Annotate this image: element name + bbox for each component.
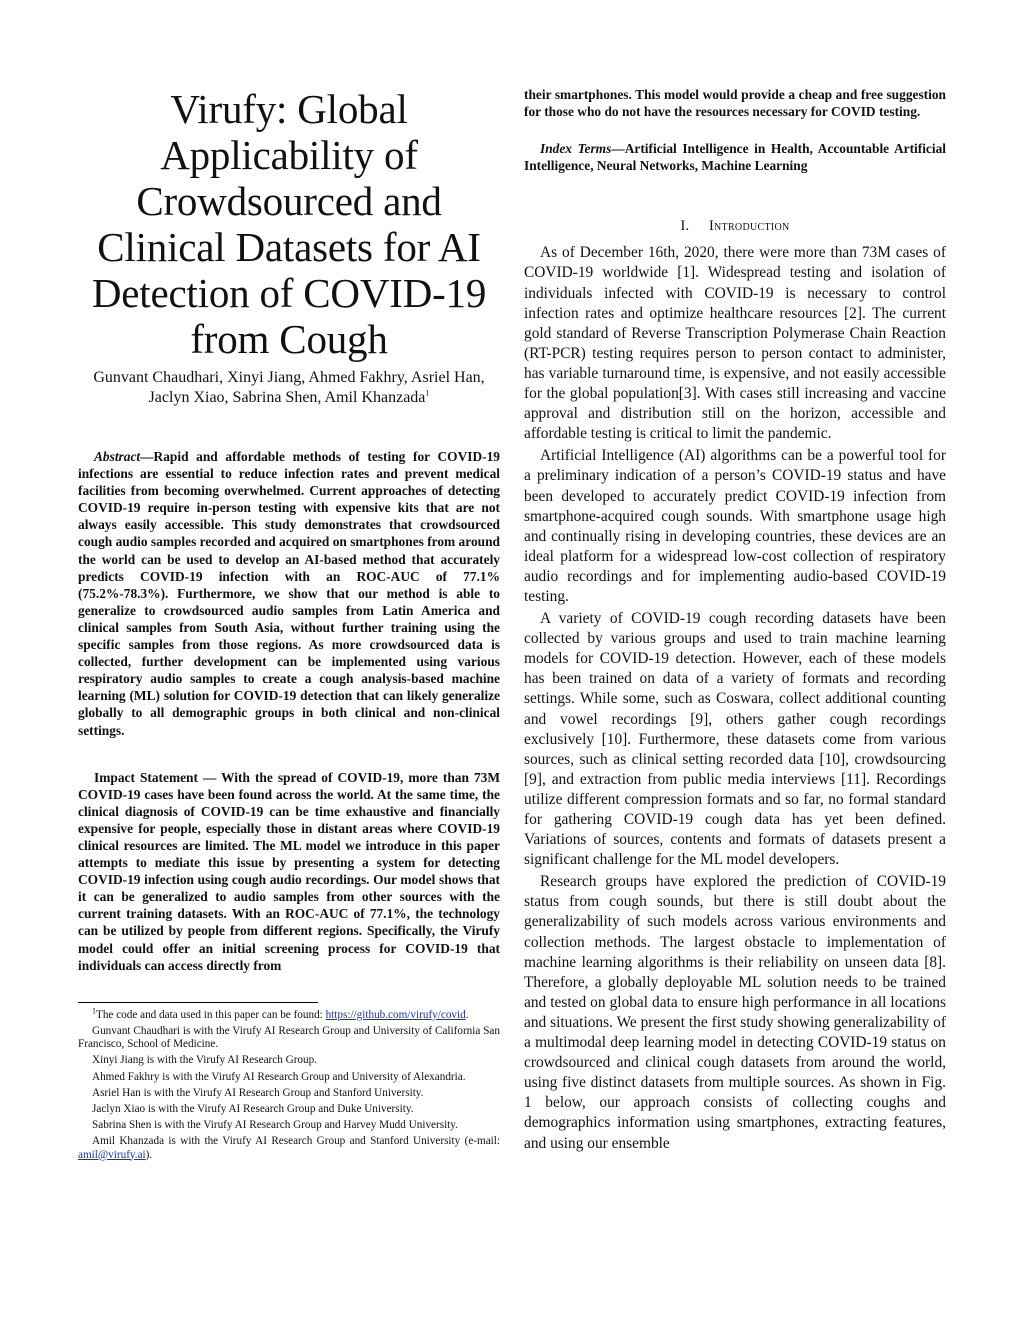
footnote-code-text: The code and data used in this paper can be found: — [96, 1008, 326, 1021]
affiliation-note: Jaclyn Xiao is with the Virufy AI Research Group and Duke University. — [92, 1102, 414, 1115]
section-title: Introduction — [708, 218, 790, 235]
author-footnote-mark: 1 — [425, 388, 430, 398]
index-terms-text: Artificial Intelligence in Health, Accountable Artificial Intelligence, Neural Networks, Machine Learning — [524, 141, 947, 174]
footnote-contact-end: ). — [145, 1148, 153, 1161]
abstract-label: Abstract — [94, 449, 141, 464]
abstract-dash: — — [140, 449, 154, 464]
index-terms-label: Index Terms — [540, 141, 612, 157]
left-column — [78, 86, 500, 1165]
paper-title: Virufy: Global Applicability of Crowdsourced and Clinical Datasets for AI Detection of COVID-19 from Cough — [91, 86, 487, 362]
index-terms — [524, 140, 946, 174]
author-names: Gunvant Chaudhari, Xinyi Jiang, Ahmed Fakhry, Asriel Han, Jaclyn Xiao, Sabrina Shen, Amil Khanzada — [93, 369, 485, 406]
abstract — [78, 448, 500, 739]
author-list — [78, 368, 500, 408]
footnote-divider — [78, 1002, 318, 1003]
affiliation-note: Ahmed Fakhry is with the Virufy AI Research Group and University of Alexandria. — [92, 1070, 466, 1083]
affiliation-note: Asriel Han is with the Virufy AI Research Group and Stanford University. — [92, 1086, 424, 1099]
body-paragraph: A variety of COVID-19 cough recording datasets have been collected by various groups and used to train machine learning models for COVID-19 detection. However, each of these models has been trained on data of a variety of formats and recording settings. While some, such as Coswara, collect additional counting and vowel recordings [9], others gather cough recordings exclusively [10]. Furthermore, these datasets come from various sources, such as clinical setting recorded data [10], crowdsourcing [9], and extraction from public media interviews [11]. Recordings utilize different compression formats and so far, no formal standard for gathering COVID-19 cough data has yet been defined. Variations of sources, contents and formats of datasets present a significant challenge for the ML model developers. — [524, 610, 946, 869]
code-link[interactable]: https://github.com/virufy/covid — [325, 1008, 466, 1021]
footnote-code-end: . — [465, 1008, 469, 1021]
footnote-contact-text: Amil Khanzada is with the Virufy AI Research Group and Stanford University (e-mail: — [92, 1135, 500, 1148]
body-paragraph: Research groups have explored the prediction of COVID-19 status from cough sounds, but there is still doubt about the generalizability of such models across various environments and collection methods. The largest obstacle to implementation of machine learning algorithms is their reliability on unseen data [8]. Therefore, a globally deployable ML solution needs to be trained and tested on global data to ensure high performance in all locations and situations. We present the first study showing generalizability of a multimodal deep learning model in detecting COVID-19 status on crowdsourced and clinical cough datasets from around the world, using five distinct datasets from multiple sources. As shown in Fig. 1 below, our approach consists of collecting coughs and demographics information using smartphones, extracting features, and using our ensemble — [524, 873, 946, 1152]
right-column — [524, 86, 946, 1156]
footnote-code-mark: 1 — [92, 1005, 96, 1015]
abstract-text: Rapid and affordable methods of testing for COVID-19 infections are essential to reduce infection rates and prevent medical facilities from becoming overwhelmed. Current approaches of detecting COVID-19 require in-person testing with expensive kits that are not always easily accessible. This study demonstrates that crowdsourced cough audio samples recorded and acquired on smartphones from around the world can be used to develop an AI-based method that accurately predicts COVID-19 infection with an ROC-AUC of 77.1% (75.2%-78.3%). Furthermore, we show that our method is able to generalize to crowdsourced audio samples from Latin America and clinical samples from South Asia, without further training using the specific samples from those regions. As more crowdsourced data is collected, further development can be implemented using various respiratory audio samples to create a cough analysis-based machine learning (ML) solution for COVID-19 detection that can likely generalize globally to all demographic groups in both clinical and non-clinical settings. — [78, 449, 500, 738]
footnote-code — [78, 1005, 500, 1022]
body-paragraph: As of December 16th, 2020, there were more than 73M cases of COVID-19 worldwide [1]. Widespread testing and isolation of individuals infected with COVID-19 is necessary to control infection rates and optimize healthcare resources [2]. The current gold standard of Reverse Transcription Polymerase Chain Reaction (RT-PCR) testing requires person to person contact to administer, has variable turnaround time, is expensive, and not easily accessible for the global population[3]. With cases still increasing and vaccine approval and distribution still on the horizon, accessible and affordable testing is critical to limit the pandemic. — [524, 244, 946, 443]
impact-statement-continued: their smartphones. This model would provide a cheap and free suggestion for those who do not have the resources necessary for COVID testing. — [524, 87, 946, 120]
affiliation-note: Sabrina Shen is with the Virufy AI Research Group and Harvey Mudd University. — [92, 1119, 458, 1132]
email-link[interactable]: amil@virufy.ai — [78, 1148, 146, 1161]
index-terms-dash: — — [611, 141, 625, 157]
section-heading — [524, 218, 946, 235]
body-paragraph: Artificial Intelligence (AI) algorithms can be a powerful tool for a preliminary indication of a person’s COVID-19 status and have been developed to accurately predict COVID-19 infection from smartphone-acquired cough sounds. With smartphone usage high and continually rising in developing countries, these devices are an ideal platform for a widespread low-cost collection of respiratory audio recordings and for implementing audio-based COVID-19 testing. — [524, 447, 946, 605]
impact-statement: Impact Statement — With the spread of COVID-19, more than 73M COVID-19 cases have been found across the world. At the same time, the clinical diagnosis of COVID-19 can be time exhaustive and financially expensive for people, especially those in distant areas where COVID-19 clinical resources are limited. The ML model we introduce in this paper attempts to mediate this issue by presenting a system for detecting COVID-19 infection using cough audio recordings. Our model shows that it can be generalized to audio samples from other sources with the current training datasets. With an ROC-AUC of 77.1%, the technology can be utilized by people from different regions. Specifically, the Virufy model could offer an initial screening process for COVID-19 that individuals can access directly from — [78, 769, 500, 973]
section-number: I. — [680, 218, 690, 235]
affiliation-note: Xinyi Jiang is with the Virufy AI Research Group. — [92, 1054, 318, 1067]
affiliation-note: Gunvant Chaudhari is with the Virufy AI Research Group and University of California San Francisco, School of Medicine. — [78, 1024, 500, 1051]
affiliation-note-contact — [78, 1135, 500, 1161]
